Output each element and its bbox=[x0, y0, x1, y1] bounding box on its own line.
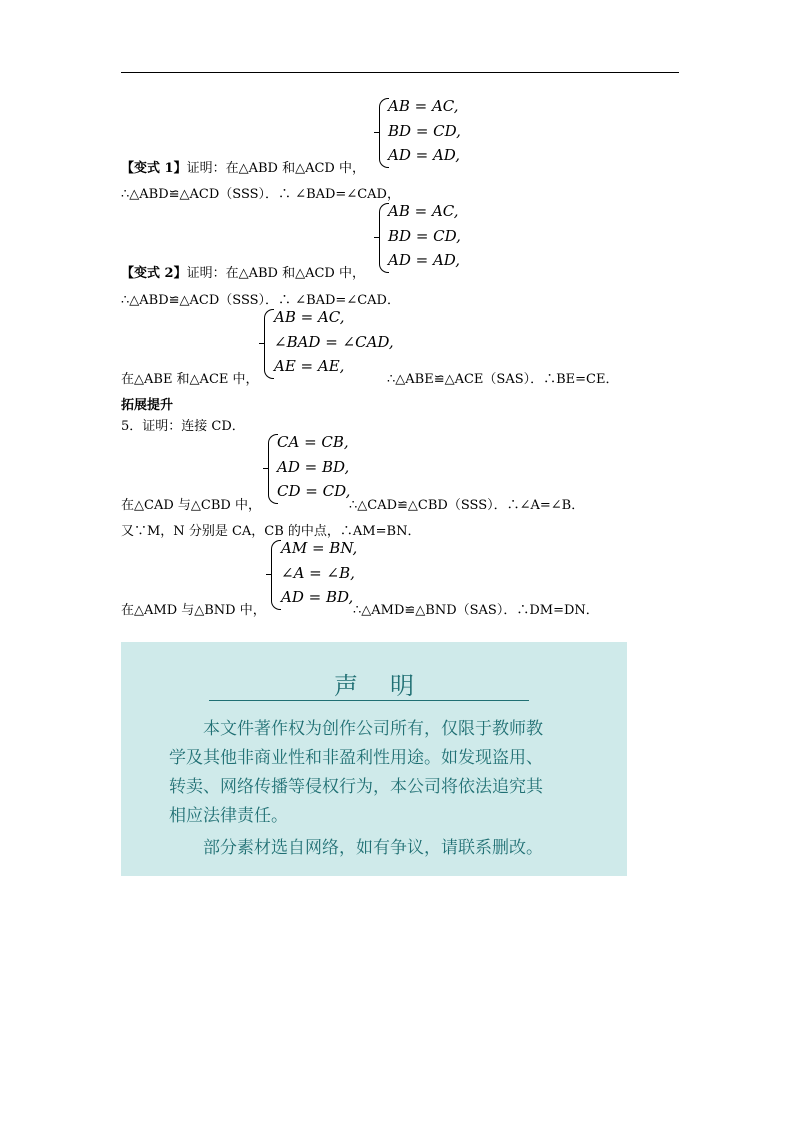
variant1-lead: 证明：在△ABD 和△ACD 中， bbox=[186, 161, 365, 176]
notice-line: 转卖、网络传播等侵权行为，本公司将依法追究其 bbox=[169, 777, 543, 797]
equation: AD = BD, bbox=[281, 588, 354, 606]
equation: ∠BAD = ∠CAD, bbox=[274, 332, 394, 351]
equation-system-variant2-second bbox=[274, 305, 394, 379]
variant1-conclusion: ∴△ABD≌△ACD（SSS）．∴ ∠BAD=∠CAD， bbox=[121, 187, 400, 202]
equation: BD = CD, bbox=[388, 121, 461, 140]
equation: AE = AE, bbox=[274, 357, 345, 375]
copyright-notice bbox=[121, 642, 627, 876]
notice-line: 相应法律责任。 bbox=[169, 806, 288, 826]
equation: AM = BN, bbox=[281, 539, 358, 557]
extension-conclusion2: ∴△AMD≌△BND（SAS）．∴DM=DN． bbox=[353, 603, 599, 618]
header-rule bbox=[121, 72, 679, 73]
equation-system-extension2 bbox=[281, 536, 357, 610]
variant2-intro bbox=[121, 262, 365, 281]
variant2-conclusion2: ∴△ABE≌△ACE（SAS）．∴BE=CE． bbox=[387, 372, 619, 387]
notice-line: 学及其他非商业性和非盈利性用途。如发现盗用、 bbox=[169, 748, 543, 768]
equation: BD = CD, bbox=[388, 226, 461, 245]
equation: AB = AC, bbox=[274, 308, 345, 326]
brace-variant2-second bbox=[264, 309, 274, 379]
variant2-lead2: 在△ABE 和△ACE 中， bbox=[121, 372, 259, 387]
equation: AD = AD, bbox=[388, 146, 461, 164]
extension-lead1: 在△CAD 与△CBD 中， bbox=[121, 498, 261, 513]
extension-lead2: 在△AMD 与△BND 中， bbox=[121, 603, 266, 618]
equation: CD = CD, bbox=[277, 482, 351, 500]
equation: CA = CB, bbox=[277, 433, 349, 451]
equation-system-variant1 bbox=[388, 94, 461, 168]
variant2-lead: 证明：在△ABD 和△ACD 中， bbox=[186, 266, 365, 281]
brace-extension2 bbox=[271, 540, 281, 610]
equation-system-extension1 bbox=[277, 430, 350, 504]
notice-line: 部分素材选自网络，如有争议，请联系删改。 bbox=[203, 838, 543, 858]
variant2-conclusion: ∴△ABD≌△ACD（SSS）．∴ ∠BAD=∠CAD． bbox=[121, 293, 400, 308]
extension-conclusion1: ∴△CAD≌△CBD（SSS）．∴∠A=∠B． bbox=[349, 498, 585, 513]
variant1-label: 【变式 1】 bbox=[121, 161, 187, 176]
extension-line1: 5．证明：连接 CD． bbox=[121, 419, 245, 434]
notice-title: 声明 bbox=[334, 672, 446, 700]
extension-heading: 拓展提升 bbox=[121, 398, 174, 413]
equation: AD = BD, bbox=[277, 457, 350, 476]
equation: AB = AC, bbox=[388, 97, 459, 115]
equation: AD = AD, bbox=[388, 251, 461, 269]
notice-divider bbox=[209, 700, 529, 701]
equation-system-variant2 bbox=[388, 199, 461, 273]
notice-line: 本文件著作权为创作公司所有，仅限于教师教 bbox=[203, 719, 543, 739]
equation: ∠A = ∠B, bbox=[281, 563, 355, 582]
extension-line2: 又∵M，N 分别是 CA，CB 的中点，∴AM=BN． bbox=[121, 524, 421, 539]
equation: AB = AC, bbox=[388, 202, 459, 220]
variant2-label: 【变式 2】 bbox=[121, 266, 187, 281]
variant1-intro bbox=[121, 157, 365, 176]
